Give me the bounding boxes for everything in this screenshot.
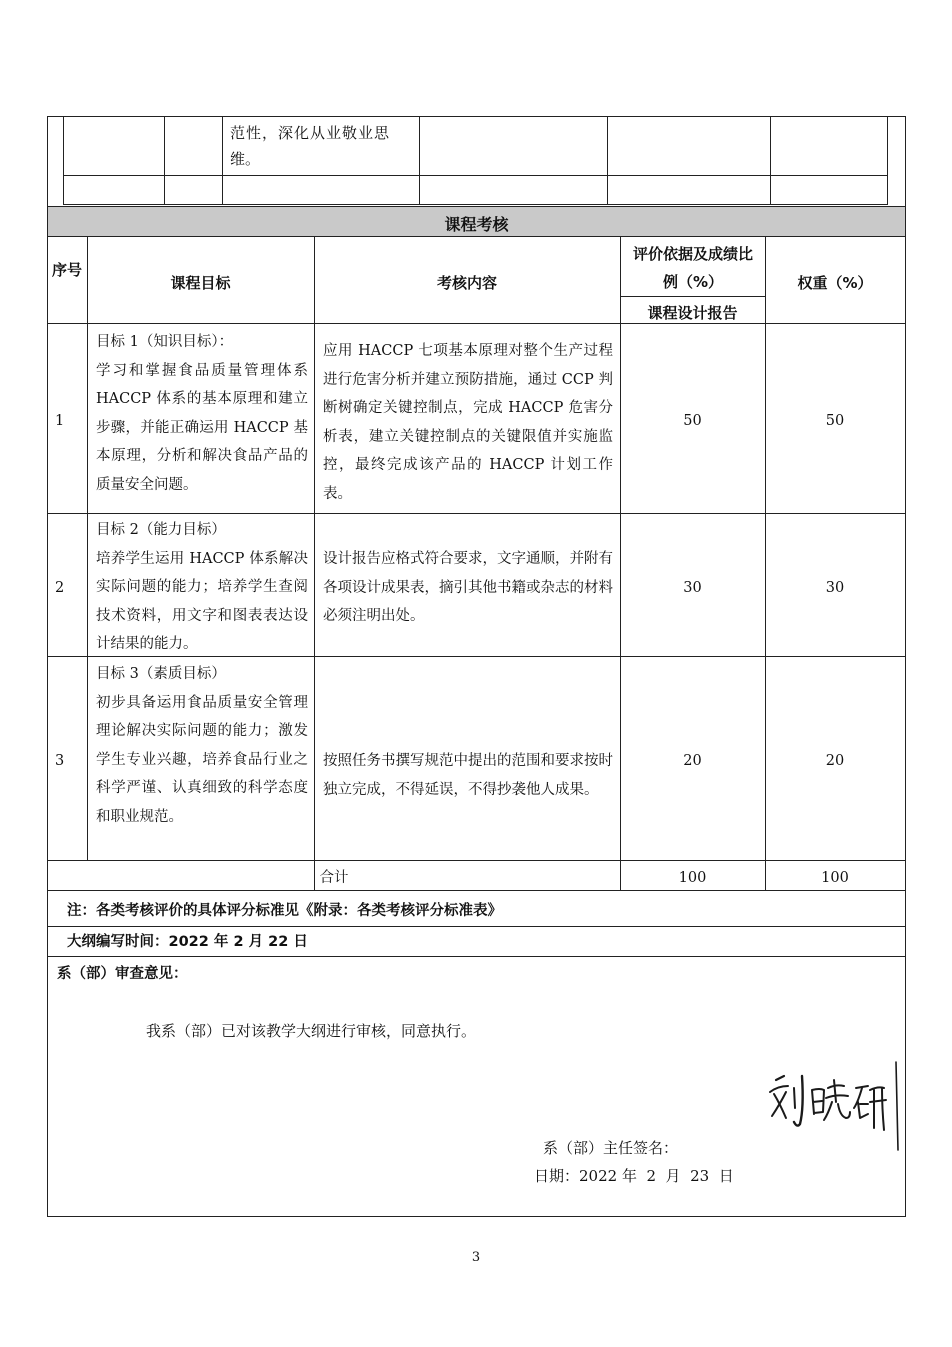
fragment-text-line-1: 范性，深化从业敬业思 — [230, 124, 391, 142]
row-content: 按照任务书撰写规范中提出的范围和要求按时独立完成，不得延误，不得抄袭他人成果。 — [323, 753, 613, 798]
total-label: 合计 — [319, 870, 349, 886]
header-weight: 权重（%） — [797, 274, 873, 292]
row-ratio: 20 — [683, 753, 702, 769]
row-weight: 50 — [825, 413, 845, 429]
row-ratio: 50 — [683, 413, 702, 429]
header-goal: 课程目标 — [170, 274, 231, 292]
total-weight: 100 — [821, 870, 849, 886]
row-goal: 目标 3（素质目标） 初步具备运用食品质量安全管理理论解决实际问题的能力；激发学生专业兴趣，培养食品行业之科学严谨、认真细致的科学态度和职业规范。 — [96, 666, 308, 825]
compile-date: 大纲编写时间：2022 年 2 月 22 日 — [67, 934, 308, 950]
row-ratio: 30 — [683, 580, 702, 596]
row-goal: 目标 1（知识目标）： 学习和掌握食品质量管理体系 HACCP 体系的基本原理和建立步骤，并能正确运用 HACCP 基本原理，分析和解决食品产品的质量安全问题。 — [96, 334, 308, 493]
review-date: 日期：2022 年 2 月 23 日 — [534, 1167, 734, 1185]
section-title: 课程考核 — [444, 215, 509, 234]
row-seq: 2 — [55, 580, 65, 596]
review-opinion: 我系（部）已对该教学大纲进行审核，同意执行。 — [146, 1022, 477, 1040]
row-goal: 目标 2（能力目标） 培养学生运用 HACCP 体系解决实际问题的能力；培养学生查阅技术资料，用文字和图表表达设计结果的能力。 — [96, 522, 308, 652]
signer-label: 系（部）主任签名： — [543, 1139, 679, 1157]
review-title: 系（部）审查意见： — [57, 966, 188, 982]
row-content: 设计报告应格式符合要求，文字通顺，并附有各项设计成果表，摘引其他书籍或杂志的材料必须注明出处。 — [323, 551, 613, 624]
page-number: 3 — [471, 1250, 481, 1265]
row-seq: 1 — [55, 413, 65, 429]
header-seq: 序号 — [51, 261, 82, 279]
grading-note: 注：各类考核评价的具体评分标准见《附录：各类考核评分标准表》 — [67, 903, 502, 919]
header-content: 考核内容 — [436, 274, 497, 292]
row-content: 应用 HACCP 七项基本原理对整个生产过程进行危害分析并建立预防措施，通过 CCP 判断树确定关键控制点，完成 HACCP 危害分析表，建立关键控制点的关键限值并实施监控，最终完成该产品的 HACCP 计划工作表。 — [323, 343, 613, 502]
row-weight: 30 — [825, 580, 845, 596]
row-weight: 20 — [825, 753, 845, 769]
total-ratio: 100 — [678, 870, 707, 886]
fragment-text-line-2: 维。 — [230, 150, 261, 168]
row-seq: 3 — [55, 753, 65, 769]
handwritten-signature — [764, 1058, 904, 1154]
header-basis-sub: 课程设计报告 — [647, 304, 738, 322]
header-basis: 评价依据及成绩比例（%） — [632, 245, 753, 291]
